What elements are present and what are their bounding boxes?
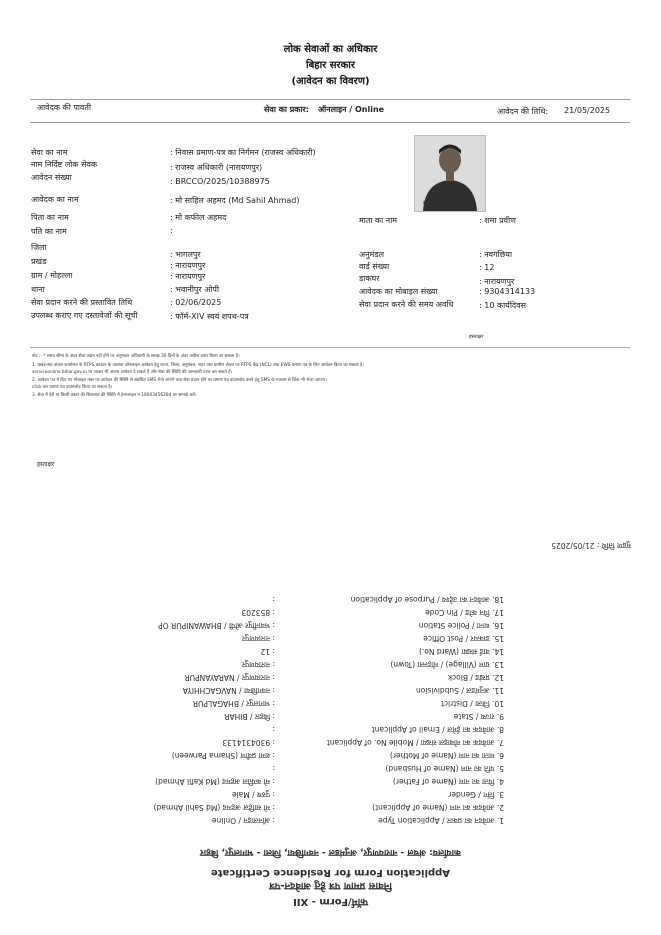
note-line: 1. प्रखंड-सह-अंचल कार्यालय के RTPS काउंटर के अलावा ऑनलाइन आवेदन हेतु राज्य, जिला, अनुमंडल, शहर तथा ग्रामीण लेवल पर RTPS केंद्र (NCL) तथा EWS प्रमाण पत्र के लिए आवेदन किया जा सकता है।	[32, 363, 364, 368]
field-value: : शमा प्रवीण	[479, 216, 516, 225]
form-row-value: : 12	[260, 647, 275, 656]
field-value: : नारायणपुर	[170, 261, 206, 270]
form-row-value: : मो साहिल अहमद (Md Sahil Ahmad)	[153, 803, 275, 812]
form-row-label: 16. थाना / Police Station	[418, 621, 504, 630]
date-value: 21/05/2025	[564, 106, 611, 115]
field-label: आवेदन संख्या	[31, 173, 72, 182]
form-row-value: : मो कफील अहमद (Md Kafil Ahmad)	[155, 777, 275, 786]
note-line: click कर प्रमाण पत्र डाउनलोड किया जा सकता है।	[32, 385, 113, 390]
field-label: थाना	[31, 285, 45, 294]
field-label: प्रखंड	[31, 257, 47, 266]
header-line-3: (आवेदन का विवरण)	[291, 76, 370, 87]
signature-label: हस्ताक्षर	[469, 334, 484, 340]
form-row-label: 6. माता का नाम (Name of Mother)	[389, 751, 504, 760]
applicant-photo	[414, 135, 486, 212]
field-label: माता का नाम	[359, 216, 398, 225]
field-value: : नवगछिया	[479, 250, 513, 259]
form-row-value: : बिहार / BIHAR	[224, 712, 275, 721]
form-row-label: 2. आवेदक का नाम (Name of Applicant)	[372, 803, 504, 812]
form-xii-upside-down	[0, 440, 661, 935]
field-value: : नारायणपुर	[479, 277, 515, 286]
form-row-label: 4. पिता का नाम (Name of Father)	[393, 777, 504, 786]
divider	[30, 99, 630, 100]
form-subtitle: निवास प्रमाण पत्र हेतु आवेदन-पत्र	[269, 880, 392, 891]
field-label: पति का नाम	[31, 227, 67, 236]
field-label: अनुमंडल	[359, 250, 385, 259]
receipt-label: आवेदक की पावती	[37, 103, 92, 112]
form-english-title: Application Form for Residence Certificate	[210, 867, 451, 878]
photo-signature: मो साहिल अहमद	[423, 200, 461, 207]
form-row-value: : नारायणपुर	[241, 634, 275, 643]
field-value: : भवानीपुर ओपी	[170, 285, 220, 294]
form-row-label: 14. वार्ड संख्या (Ward No.)	[419, 647, 504, 656]
form-row-label: 8. आवेदक का ईमेल / Email of Applicant	[371, 725, 504, 734]
field-label: नाम निर्दिष्ट लोक सेवक	[31, 160, 98, 169]
field-value: : राजस्व अधिकारी (नारायणपुर)	[170, 163, 263, 172]
field-label: सेवा प्रदान करने की समय अवधि	[359, 300, 454, 309]
form-row-label: 9. राज्य / State	[453, 712, 504, 721]
field-value: : नारायणपुर	[170, 272, 206, 281]
field-label: उपलब्ध कराए गए दस्तावेजों की सूची	[31, 311, 138, 320]
field-label: वार्ड संख्या	[359, 262, 390, 271]
form-row-value: : भवानीपुर ओपी / BHAWANIPUR OP	[158, 621, 275, 630]
form-row-label: 3. लिंग / Gender	[448, 790, 504, 799]
field-label: आवेदक का मोबाइल संख्या	[359, 287, 438, 296]
field-value: : 9304314133	[479, 287, 536, 296]
note-line: 3. सेवा में देरी या किसी प्रकार की शिकायत की स्थिति में हेल्पलाइन नं 18003456284 पर सम्पर्क करें।	[32, 393, 197, 398]
field-value: : 12	[479, 263, 495, 272]
form-row-value: : भागलपुर / BHAGALPUR	[192, 699, 275, 708]
divider	[30, 122, 630, 123]
field-value: : मो साहिल अहमद (Md Sahil Ahmad)	[170, 196, 300, 205]
form-row-value: :	[272, 725, 275, 734]
form-row-label: 18. आवेदन का उद्देश्य / Purpose of Application	[350, 595, 504, 604]
form-title: फॉर्म/Form - XII	[293, 896, 368, 907]
field-label: ग्राम / मोहल्ला	[31, 271, 73, 280]
divider	[30, 347, 630, 348]
form-row-value: :	[272, 764, 275, 773]
service-type-value: ऑनलाइन / Online	[318, 105, 385, 114]
note-line: नोट :- * समय सीमा के अंदर सेवा प्रदान नहीं होने पर अनुमंडल अधिकारी के समक्ष 30 दिनों के अंदर अपील दायर किया जा सकता है।	[32, 354, 240, 359]
form-row-label: 15. डाकघर / Post Office	[423, 634, 504, 643]
office-line: कार्यालय: अंचल - नारायणपुर, अनुमंडल - नवगछिया, जिला - भागलपुर, बिहार	[200, 847, 461, 857]
header-line-1: लोक सेवाओं का अधिकार	[283, 44, 378, 55]
field-value: : 02/06/2025	[170, 298, 222, 307]
form-row-value: : नवगछिया / NAVGACHHIYA	[182, 686, 275, 695]
form-row-label: 17. पिन कोड / Pin Code	[425, 608, 504, 617]
field-label: सेवा प्रदान करने की प्रस्तावित तिथि	[31, 298, 133, 307]
form-row-value: : 9304314133	[222, 738, 275, 747]
form-row-value: : 853203	[241, 608, 275, 617]
field-value: : निवास प्रमाण-पत्र का निर्गमन (राजस्व अधिकारी)	[170, 148, 316, 157]
note-line: serviceonline.bihar.gov.in पर जाकर भी अपना आवेदन दे सकते हैं और सेवा की स्थिति की जानकारी प्राप्त कर सकते हैं।	[32, 370, 233, 375]
form-row-label: 10. जिला / District	[440, 699, 504, 708]
field-value: : भागलपुर	[170, 250, 201, 259]
field-value: : मो कफील अहमद	[170, 213, 227, 222]
form-row-label: 12. प्रखंड / Block	[447, 673, 504, 682]
field-label: जिला	[31, 243, 47, 252]
field-label: आवेदक का नाम	[31, 195, 79, 204]
header-line-2: बिहार सरकार	[306, 60, 355, 71]
note-line: 2. आवेदन पत्र में दिए गए मोबाइल नंबर पर आवेदन की स्थिति से संबंधित SMS भेजे जाएंगे तथा सेवा प्रदान होने पर प्रमाण पत्र डाउनलोड करने हेतु SMS के माध्यम से लिंक भी भेजा जाएगा।	[32, 378, 327, 383]
field-label: पिता का नाम	[31, 213, 69, 222]
field-value: : BRCCO/2025/10388975	[170, 177, 270, 186]
print-date: मुद्रण तिथि : 21/05/2025	[551, 541, 631, 550]
form-row-label: 5. पति का नाम (Name of Husband)	[385, 764, 504, 773]
form-row-label: 13. ग्राम (Village) / मोहल्ला (Town)	[390, 660, 504, 669]
mid-signature: हस्ताक्षर	[37, 461, 55, 468]
form-row-value: : नारायणपुर	[241, 660, 275, 669]
form-row-value: : शमा प्रवीण (Shama Parween)	[171, 751, 275, 760]
form-row-label: 1. आवेदन का प्रकार / Application Type	[378, 816, 504, 825]
field-label: डाकघर	[359, 274, 380, 283]
form-row-value: :	[272, 595, 275, 604]
field-value: : फॉर्म-XIV स्वयं शपथ-पत्र	[170, 312, 249, 321]
field-value: : 10 कार्यदिवस	[479, 301, 526, 310]
form-row-value: : पुरुष / Male	[231, 790, 275, 799]
form-row-label: 11. अनुमंडल / Subdivision	[415, 686, 504, 695]
service-type-label: सेवा का प्रकार:	[264, 105, 309, 114]
form-row-label: 7. आवेदक का मोबाइल संख्या / Mobile No. of Applicant	[326, 738, 504, 747]
form-row-value: : नारायणपुर / NARAYANPUR	[184, 673, 275, 682]
form-row-value: : ऑनलाइन / Online	[211, 816, 275, 825]
date-label: आवेदन की तिथि:	[497, 107, 549, 116]
field-label: सेवा का नाम	[31, 148, 68, 157]
field-value: :	[170, 226, 173, 235]
